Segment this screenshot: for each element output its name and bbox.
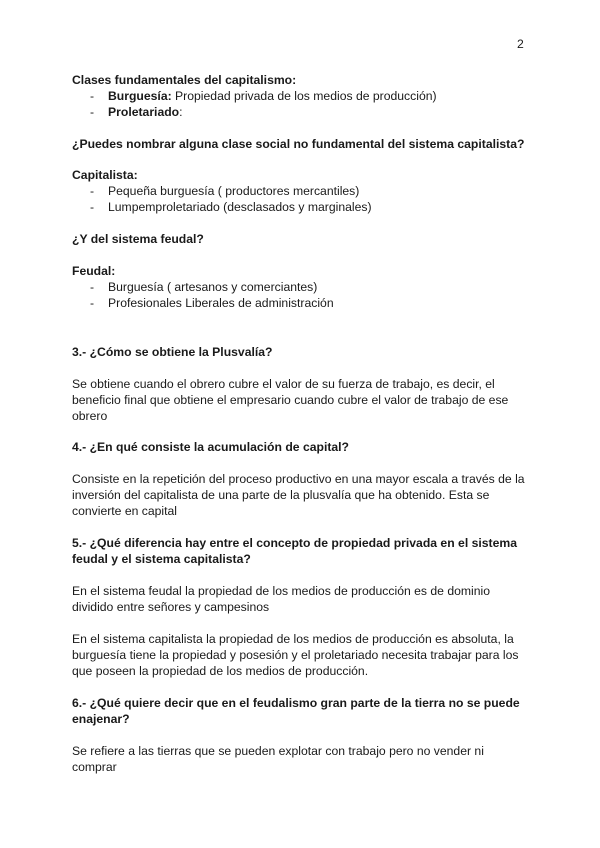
list-bullet: - xyxy=(90,280,95,294)
paragraph-line: burguesía tiene la propiedad y posesión y el proletariado necesita trabajar para los xyxy=(72,648,519,662)
question-4-title: 4.- ¿En qué consiste la acumulación de capital? xyxy=(72,440,349,454)
feudal-heading: Feudal: xyxy=(72,264,116,278)
list-item-label: Burguesía: xyxy=(108,89,172,103)
question-5-title: feudal y el sistema capitalista? xyxy=(72,552,251,566)
paragraph-line: inversión del capitalista de una parte de la plusvalía que ha obtenido. Esta se xyxy=(72,488,490,502)
paragraph-line: que poseen la propiedad de los medios de producción. xyxy=(72,664,369,678)
list-item-label: Proletariado xyxy=(108,105,180,119)
paragraph-line: En el sistema capitalista la propiedad de los medios de producción es absoluta, la xyxy=(72,632,514,646)
paragraph-line: En el sistema feudal la propiedad de los medios de producción es de dominio xyxy=(72,584,491,598)
list-item: Profesionales Liberales de administración xyxy=(108,296,334,310)
capitalista-heading: Capitalista: xyxy=(72,168,138,182)
list-item: Burguesía ( artesanos y comerciantes) xyxy=(108,280,318,294)
list-bullet: - xyxy=(90,184,95,198)
paragraph-line: Consiste en la repetición del proceso productivo en una mayor escala a través de la xyxy=(72,472,525,486)
list-bullet: - xyxy=(90,296,95,310)
list-item xyxy=(108,104,183,120)
classes-heading: Clases fundamentales del capitalismo: xyxy=(72,73,297,87)
paragraph-line: Se obtiene cuando el obrero cubre el valor de su fuerza de trabajo, es decir, el xyxy=(72,377,495,391)
question-5-title: 5.- ¿Qué diferencia hay entre el concepto de propiedad privada en el sistema xyxy=(72,536,517,550)
question-6-title: 6.- ¿Qué quiere decir que en el feudalismo gran parte de la tierra no se puede xyxy=(72,696,520,710)
paragraph-line: dividido entre señores y campesinos xyxy=(72,600,270,614)
paragraph-line: Se refiere a las tierras que se pueden explotar con trabajo pero no vender ni xyxy=(72,744,484,758)
question-6-title: enajenar? xyxy=(72,712,130,726)
paragraph-line: beneficio final que obtiene el empresario cuando cubre el valor de trabajo de ese xyxy=(72,393,509,407)
question-nonfundamental: ¿Puedes nombrar alguna clase social no fundamental del sistema capitalista? xyxy=(72,137,525,151)
question-feudal: ¿Y del sistema feudal? xyxy=(72,232,204,246)
list-bullet: - xyxy=(90,105,95,119)
question-3-title: 3.- ¿Cómo se obtiene la Plusvalía? xyxy=(72,345,273,359)
paragraph-line: obrero xyxy=(72,409,108,423)
list-bullet: - xyxy=(90,200,95,214)
list-item xyxy=(108,88,437,104)
page-number: 2 xyxy=(517,37,524,51)
paragraph-line: convierte en capital xyxy=(72,504,178,518)
list-item: Lumpemproletariado (desclasados y marginales) xyxy=(108,200,372,214)
list-bullet: - xyxy=(90,89,95,103)
paragraph-line: comprar xyxy=(72,760,117,774)
list-item-text: : xyxy=(179,105,183,119)
list-item: Pequeña burguesía ( productores mercantiles) xyxy=(108,184,360,198)
list-item-text: Propiedad privada de los medios de producción) xyxy=(171,89,437,103)
